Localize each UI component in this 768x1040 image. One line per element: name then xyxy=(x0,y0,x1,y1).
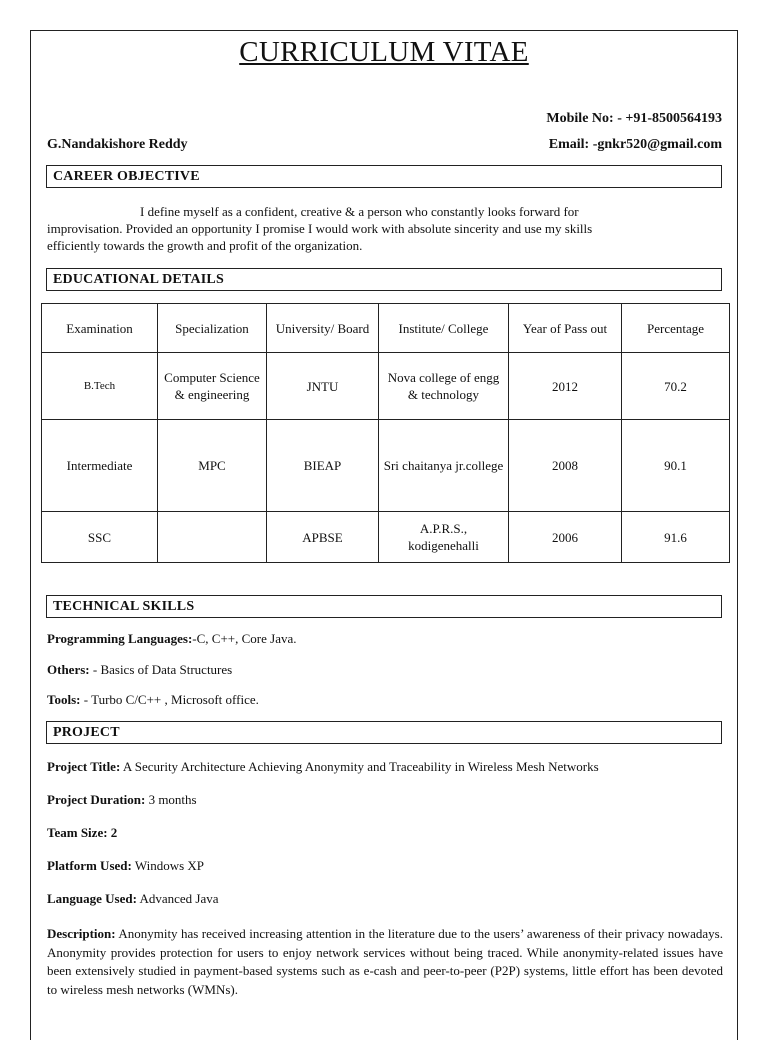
table-cell: 2006 xyxy=(509,512,622,563)
programming-languages-line xyxy=(47,631,297,647)
tools-line xyxy=(47,692,259,708)
language-used-value: Advanced Java xyxy=(136,891,219,906)
column-header: Specialization xyxy=(158,304,267,353)
table-cell: MPC xyxy=(158,420,267,512)
table-cell: SSC xyxy=(42,512,158,563)
page-title: CURRICULUM VITAE xyxy=(239,36,529,68)
platform-used-value: Windows XP xyxy=(131,858,205,873)
section-technical-skills: TECHNICAL SKILLS xyxy=(46,595,722,618)
career-line-2: improvisation. Provided an opportunity I promise I would work with absolute sincerity and use my skills xyxy=(47,221,593,236)
description-label: Description: xyxy=(47,926,116,941)
table-cell: Nova college of engg & technology xyxy=(379,353,509,420)
table-row xyxy=(42,420,730,512)
others-line xyxy=(47,662,232,678)
table-cell: 2012 xyxy=(509,353,622,420)
column-header: University/ Board xyxy=(267,304,379,353)
section-project: PROJECT xyxy=(46,721,722,744)
description-text: Anonymity has received increasing attention in the literature due to the users’ awareness of their privacy nowadays. Anonymity provides protection for users to enjoy network services without being traced. While anonymity-related issues have been extensively studied in payment-based systems such as e-cash and peer-to-peer (P2P) systems, little effort has been devoted to wireless mesh networks (WMNs). xyxy=(47,926,723,997)
table-cell: Intermediate xyxy=(42,420,158,512)
project-duration-line xyxy=(47,792,197,808)
email-address: Email: -gnkr520@gmail.com xyxy=(548,137,722,152)
language-used-label: Language Used: xyxy=(47,891,137,906)
table-row xyxy=(42,512,730,563)
programming-languages-label: Programming Languages: xyxy=(47,631,193,646)
table-cell: JNTU xyxy=(267,353,379,420)
candidate-name: G.Nandakishore Reddy xyxy=(47,137,188,152)
table-header-row xyxy=(42,304,730,353)
table-cell: APBSE xyxy=(267,512,379,563)
project-description xyxy=(47,925,723,999)
tools-value: - Turbo C/C++ , Microsoft office. xyxy=(80,692,259,707)
others-value: - Basics of Data Structures xyxy=(89,662,233,677)
project-title-value: A Security Architecture Achieving Anonymity and Traceability in Wireless Mesh Networks xyxy=(120,759,599,774)
table-cell: Sri chaitanya jr.college xyxy=(379,420,509,512)
table-cell: 90.1 xyxy=(622,420,730,512)
table-cell: BIEAP xyxy=(267,420,379,512)
table-cell: Computer Science & engineering xyxy=(158,353,267,420)
table-cell: B.Tech xyxy=(42,353,158,420)
platform-used-label: Platform Used: xyxy=(47,858,132,873)
career-line-1: I define myself as a confident, creative & a person who constantly looks forward for xyxy=(140,204,579,219)
table-cell: 70.2 xyxy=(622,353,730,420)
table-cell xyxy=(158,512,267,563)
project-title-line xyxy=(47,759,599,775)
programming-languages-value: -C, C++, Core Java. xyxy=(192,631,297,646)
team-size-line xyxy=(47,825,117,841)
section-career-objective: CAREER OBJECTIVE xyxy=(46,165,722,188)
education-table xyxy=(41,303,730,563)
table-row xyxy=(42,353,730,420)
others-label: Others: xyxy=(47,662,90,677)
project-duration-value: 3 months xyxy=(145,792,197,807)
language-used-line xyxy=(47,891,219,907)
section-educational-details: EDUCATIONAL DETAILS xyxy=(46,268,722,291)
project-duration-label: Project Duration: xyxy=(47,792,146,807)
table-cell: 91.6 xyxy=(622,512,730,563)
column-header: Institute/ College xyxy=(379,304,509,353)
platform-used-line xyxy=(47,858,204,874)
tools-label: Tools: xyxy=(47,692,81,707)
project-title-label: Project Title: xyxy=(47,759,121,774)
column-header: Year of Pass out xyxy=(509,304,622,353)
team-size-label: Team Size: 2 xyxy=(47,825,118,840)
column-header: Examination xyxy=(42,304,158,353)
table-cell: A.P.R.S., kodigenehalli xyxy=(379,512,509,563)
career-line-3: efficiently towards the growth and profit of the organization. xyxy=(47,238,363,253)
table-cell: 2008 xyxy=(509,420,622,512)
column-header: Percentage xyxy=(622,304,730,353)
mobile-number: Mobile No: - +91-8500564193 xyxy=(546,111,722,126)
